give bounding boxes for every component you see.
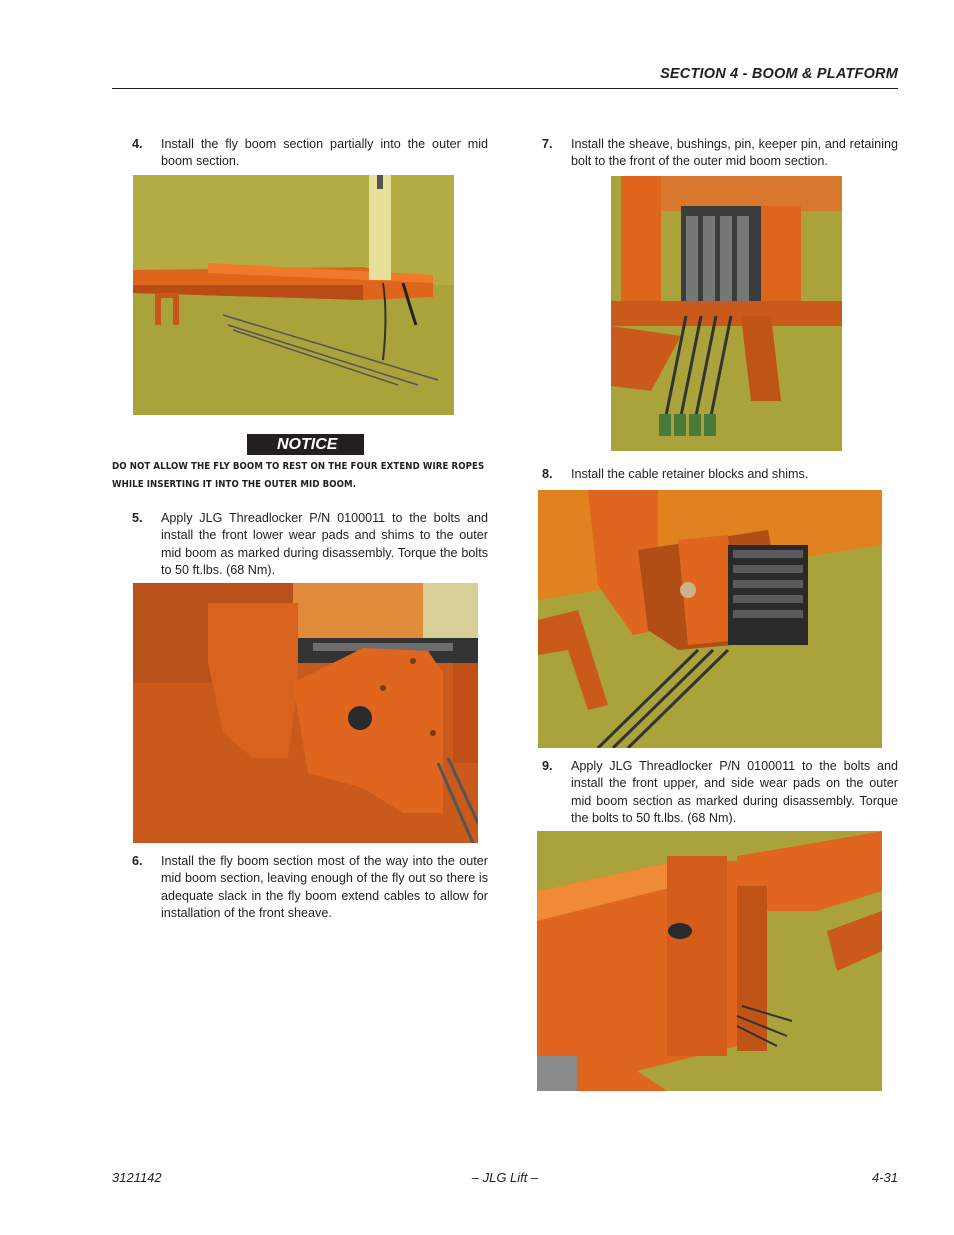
section-title: SECTION 4 - BOOM & PLATFORM xyxy=(660,66,898,82)
footer-page-number: 4-31 xyxy=(871,1170,898,1185)
step-text: Apply JLG Threadlocker P/N 0100011 to the bolts and install the front upper, and side wear pads on the outer mid boom section as marked during disassembly. Torque the bolts to 50 ft.lbs. (68 Nm). xyxy=(571,759,898,826)
photo-front-upper-side-wear-pads xyxy=(537,831,882,1091)
step-6 xyxy=(132,853,488,925)
step-number: 4. xyxy=(132,137,143,151)
notice-badge: NOTICE xyxy=(247,434,364,455)
step-text: Install the sheave, bushings, pin, keeper pin, and retaining bolt to the front of the outer mid boom section. xyxy=(571,137,898,169)
step-4 xyxy=(132,136,488,172)
footer-doc-number: 3121142 xyxy=(112,1170,162,1185)
step-5 xyxy=(132,510,488,582)
step-number: 8. xyxy=(542,467,553,481)
step-text: Install the fly boom section most of the way into the outer mid boom section, leaving enough of the fly out so there is adequate slack in the fly boom extend cables to allow for installation of the front sheave. xyxy=(161,854,488,921)
step-7 xyxy=(542,136,898,172)
notice-text: DO NOT ALLOW THE FLY BOOM TO REST ON THE FOUR EXTEND WIRE ROPES WHILE INSERTING IT INTO THE OUTER MID BOOM. xyxy=(112,461,485,490)
photo-cable-retainer-blocks xyxy=(538,490,882,748)
step-9 xyxy=(542,758,898,830)
photo-fly-boom-partial-insert xyxy=(133,175,454,415)
header-divider xyxy=(112,88,898,89)
step-number: 5. xyxy=(132,511,143,525)
step-number: 6. xyxy=(132,854,143,868)
step-8 xyxy=(542,466,898,484)
step-number: 9. xyxy=(542,759,553,773)
step-text: Install the cable retainer blocks and shims. xyxy=(571,467,809,481)
step-text: Apply JLG Threadlocker P/N 0100011 to the bolts and install the front lower wear pads and shims to the outer mid boom as marked during disassembly. Torque the bolts to 50 ft.lbs. (68 Nm). xyxy=(161,511,488,578)
photo-sheave-install xyxy=(611,176,842,451)
step-text: Install the fly boom section partially into the outer mid boom section. xyxy=(161,137,488,169)
footer-center-text: – JLG Lift – xyxy=(471,1170,539,1185)
step-number: 7. xyxy=(542,137,553,151)
photo-front-lower-wear-pads xyxy=(133,583,478,843)
